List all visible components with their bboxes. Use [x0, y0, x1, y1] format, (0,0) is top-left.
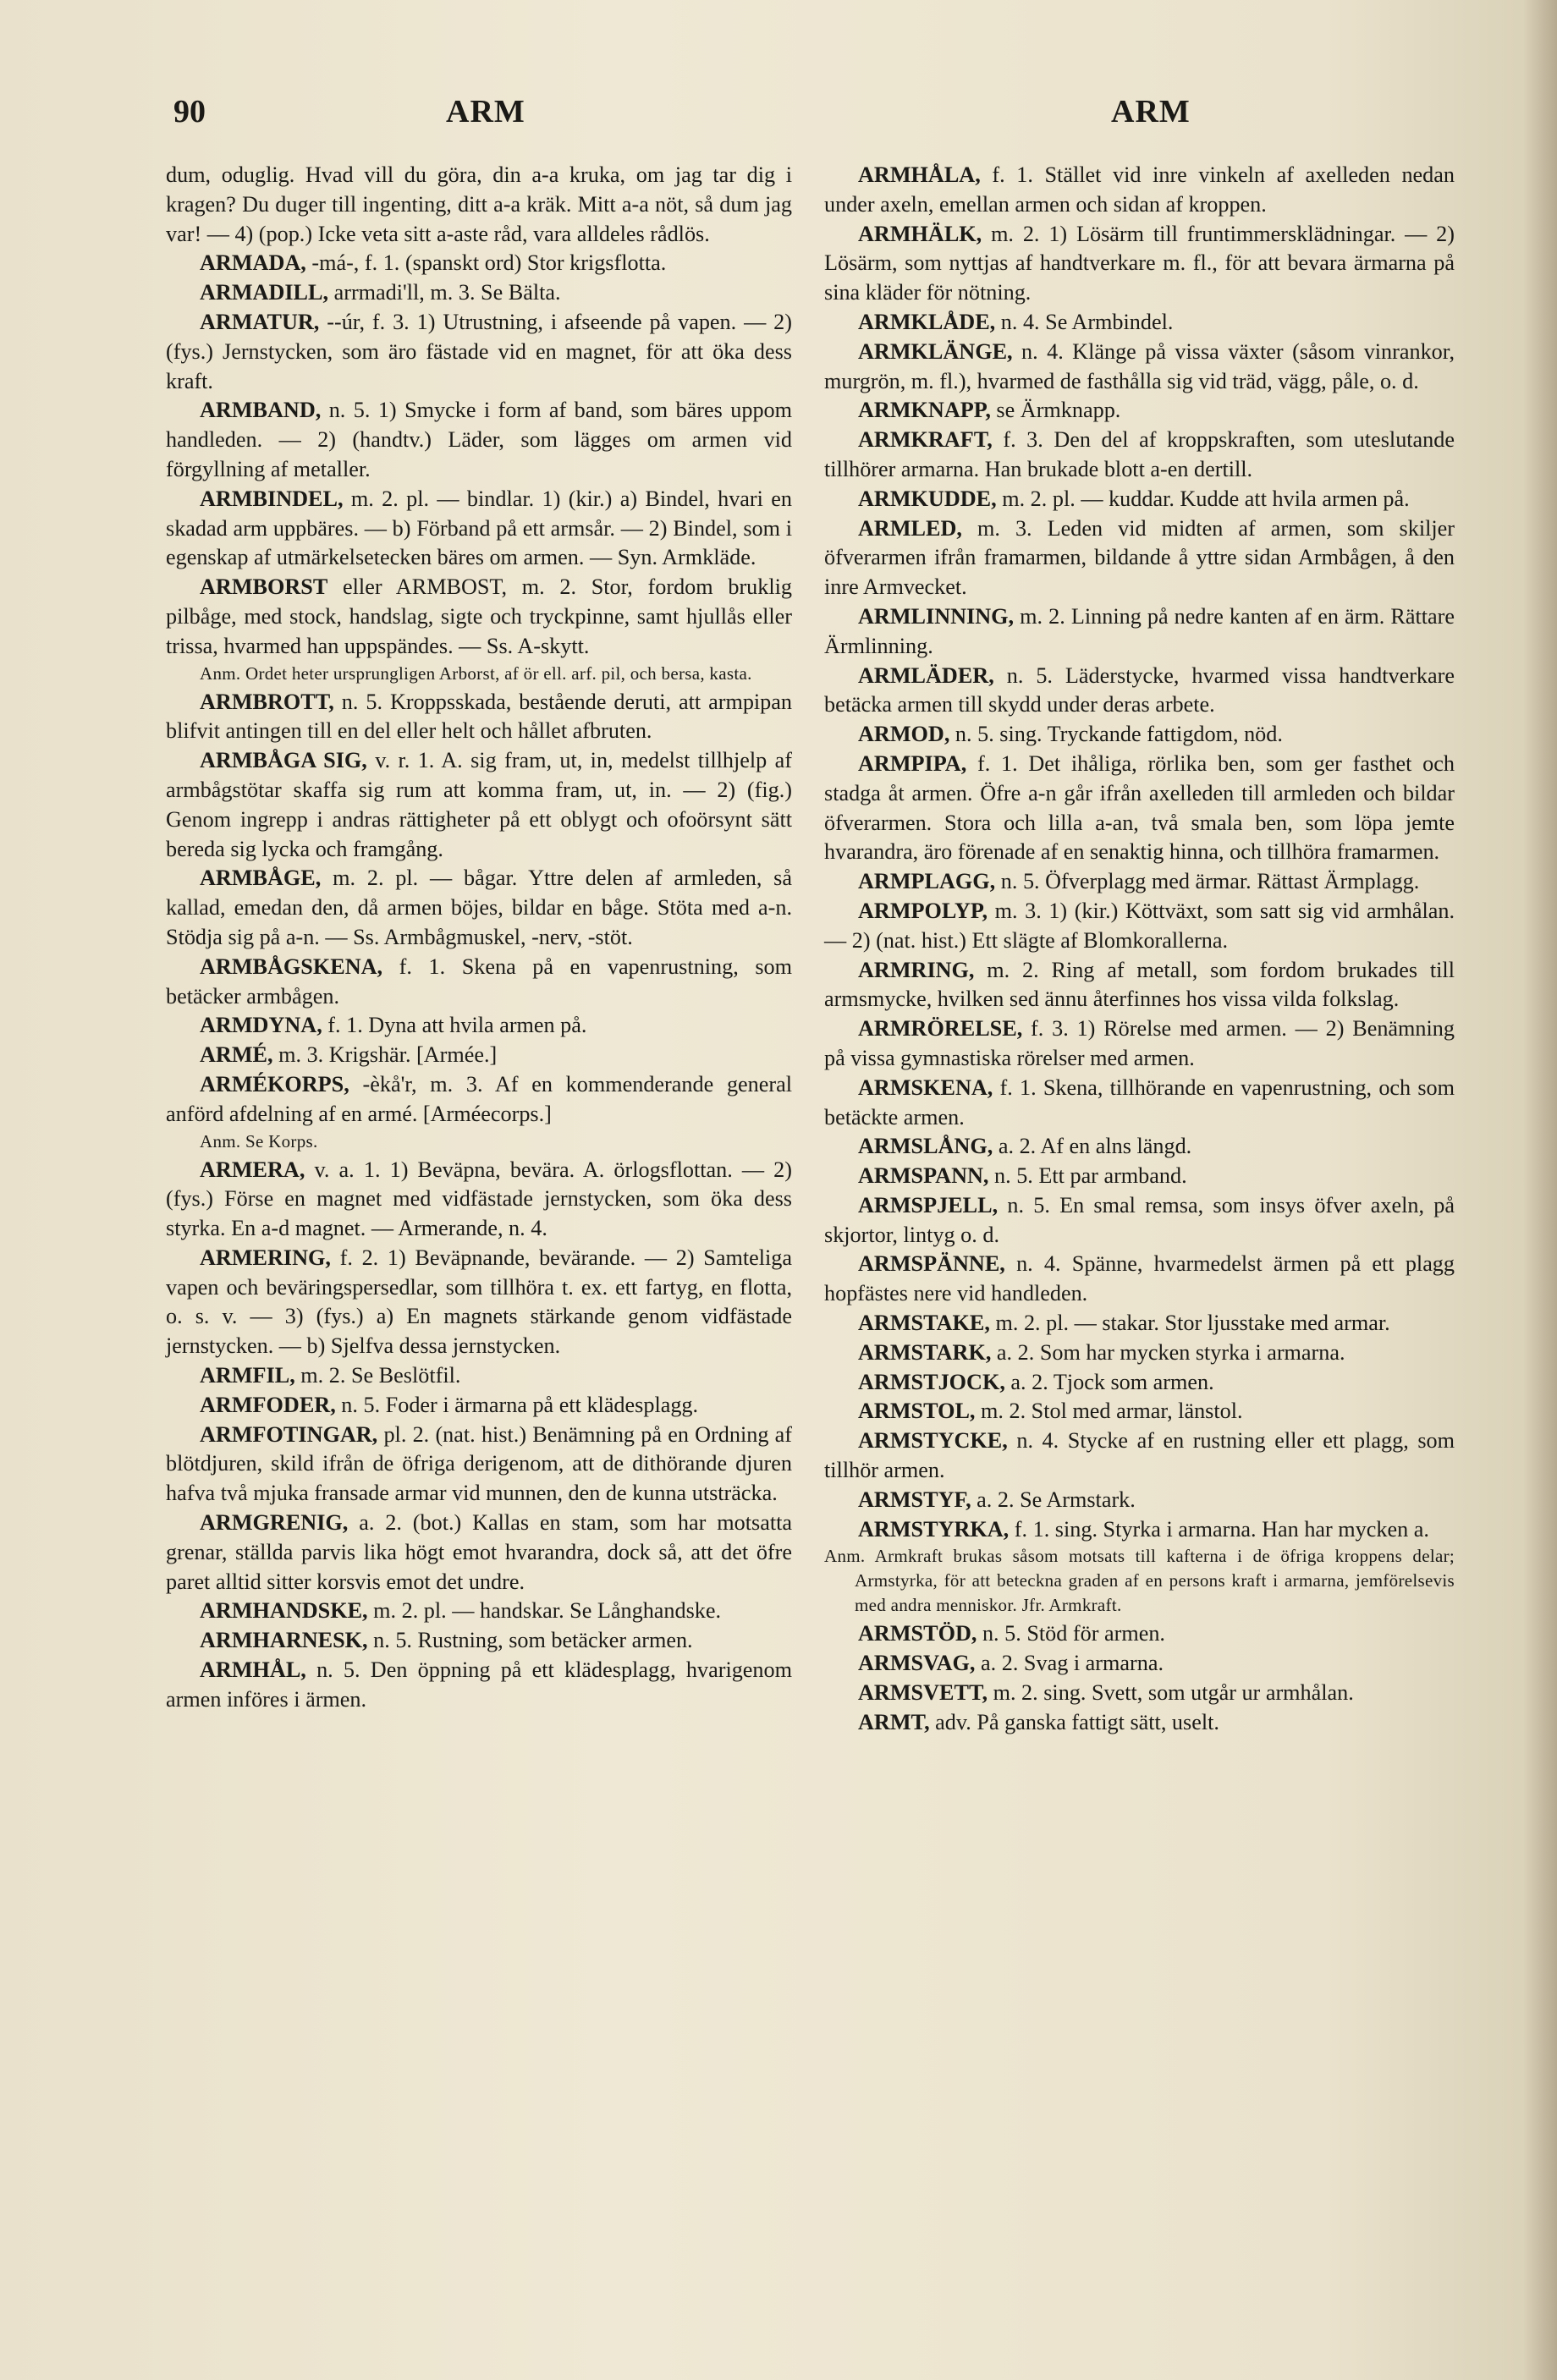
entry-definition: m. 2. pl. — kuddar. Kudde att hvila armen på. [996, 486, 1410, 511]
entry-definition: v. a. 1. 1) Beväpna, bevära. A. örlogsflottan. — 2) (fys.) Förse en magnet med vidfästade jernstycken, som öka dess styrka. En a-d magnet. — Armerande, n. 4. [166, 1157, 792, 1241]
entry-definition: n. 5. Stöd för armen. [977, 1621, 1165, 1646]
entry-headword: ARMSPÄNNE, [858, 1251, 1005, 1277]
entry-headword: ARMKLÄNGE, [858, 338, 1013, 364]
dictionary-entry [824, 1486, 1455, 1515]
entry-definition: n. 5. Den öppning på ett klädesplagg, hvarigenom armen införes i ärmen. [166, 1657, 792, 1712]
dictionary-entry [166, 1070, 792, 1130]
dictionary-entry [824, 1014, 1455, 1074]
dictionary-entry [824, 897, 1455, 956]
entry-headword: ARMSTYRKA, [858, 1516, 1010, 1542]
dictionary-entry [824, 1619, 1455, 1649]
right-running-headword: ARM [1111, 94, 1191, 129]
entry-headword: ARMSPJELL, [858, 1192, 999, 1217]
dictionary-entry [166, 573, 792, 661]
dictionary-entry [166, 1509, 792, 1597]
entry-definition: n. 5. Läderstycke, hvarmed vissa handtverkare betäcka armen till skydd under deras arbete. [824, 662, 1455, 717]
dictionary-entry [166, 864, 792, 952]
dictionary-entry [824, 750, 1455, 867]
entry-definition: f. 2. 1) Beväpnande, bevärande. — 2) Samteliga vapen och beväringspersedlar, som tillhöra t. ex. ett fartyg, en flotta, o. s. v. — 3) (fys.) a) En magnets stärkande genom vidfästade jernstycken. — b) Sjelfva dessa jernstycken. [166, 1245, 792, 1359]
entry-definition: -má-, f. 1. (spanskt ord) Stor krigsflotta. [305, 250, 667, 276]
entry-headword: ARMFOTINGAR, [200, 1421, 378, 1447]
entry-definition: m. 3. Krigshär. [Armée.] [272, 1042, 498, 1068]
entry-headword: ARMKRAFT, [858, 427, 993, 453]
entry-headword: ARMBÅGSKENA, [200, 954, 383, 979]
dictionary-entry [824, 426, 1455, 485]
dictionary-entry [824, 338, 1455, 397]
entry-headword: ARMGRENIG, [200, 1510, 349, 1536]
entry-definition: dum, oduglig. Hvad vill du göra, din a-a kruka, om jag tar dig i kragen? Du duger till ingenting, ditt a-a kräk. Mitt a-a nöt, så dum jag var! — 4) (pop.) Icke veta sitt a-aste råd, vara alldeles rådlös. [166, 162, 792, 246]
entry-definition: f. 1. sing. Styrka i armarna. Han har mycken a. [1009, 1516, 1429, 1542]
dictionary-entry [824, 514, 1455, 602]
dictionary-entry [166, 1041, 792, 1070]
entry-headword: ARMERA, [200, 1157, 305, 1182]
usage-note [824, 1544, 1455, 1618]
entry-definition: m. 2. pl. — bindlar. 1) (kir.) a) Bindel, hvari en skadad arm uppbäres. — b) Förband på ett armsår. — 2) Bindel, som i egenskap af utmärkelsetecken bäres om armen. — Syn. Armkläde. [166, 486, 792, 570]
dictionary-entry [166, 396, 792, 484]
dictionary-entry [824, 956, 1455, 1015]
entry-definition: m. 2. Se Beslötfil. [294, 1363, 461, 1388]
entry-headword: ARMHARNESK, [200, 1628, 368, 1653]
dictionary-entry [824, 720, 1455, 750]
entry-definition: f. 1. Skena, tillhörande en vapenrustning, och som betäckte armen. [824, 1075, 1455, 1130]
dictionary-entry [824, 1074, 1455, 1133]
dictionary-entry [166, 485, 792, 573]
dictionary-entry [824, 1338, 1455, 1368]
entry-definition: n. 4. Klänge på vissa växter (såsom vinrankor, murgrön, m. fl.), hvarmed de fasthålla sig vid träd, vägg, påle, o. d. [824, 338, 1455, 393]
dictionary-entry [166, 1011, 792, 1041]
entry-headword: ARMBORST [200, 574, 328, 600]
dictionary-entry [824, 161, 1455, 220]
entry-headword: ARMADILL, [200, 280, 329, 305]
entry-definition: n. 5. Rustning, som betäcker armen. [367, 1628, 693, 1653]
dictionary-entry [824, 602, 1455, 662]
usage-note-text: Anm. Armkraft brukas såsom motsats till kafterna i de öfriga kroppens delar; Armstyrka, för att beteckna graden af en persons kraft i armarna, jemförelsevis med andra menniskor. Jfr. Armkraft. [824, 1546, 1455, 1616]
entry-definition: f. 1. Skena på en vapenrustning, som betäcker armbågen. [166, 954, 792, 1009]
dictionary-entry [166, 1156, 792, 1244]
entry-definition: n. 5. Kroppsskada, bestående deruti, att armpipan blifvit antingen till en del eller helt och hållet afbruten. [166, 689, 792, 744]
entry-headword: ARMÉKORPS, [200, 1071, 349, 1097]
dictionary-entry [166, 1421, 792, 1509]
entry-definition: m. 2. sing. Svett, som utgår ur armhålan. [988, 1680, 1354, 1706]
dictionary-entry [824, 1132, 1455, 1162]
entry-headword: ARMBAND, [200, 398, 322, 423]
entry-headword: ARMDYNA, [200, 1013, 322, 1038]
usage-note [166, 662, 792, 686]
entry-headword: ARMERING, [200, 1245, 331, 1270]
right-column [824, 161, 1455, 1738]
entry-headword: ARMHÅL, [200, 1657, 306, 1683]
page-number: 90 [173, 94, 206, 129]
entry-definition: m. 2. Stol med armar, länstol. [975, 1399, 1243, 1424]
entry-definition: m. 3. 1) (kir.) Köttväxt, som satt sig vid armhålan. — 2) (nat. hist.) Ett slägte af Blomkorallerna. [824, 898, 1455, 953]
entry-headword: ARMSLÅNG, [858, 1134, 993, 1159]
entry-headword: ARMBÅGE, [200, 866, 322, 891]
entry-definition: n. 5. Ett par armband. [988, 1163, 1187, 1189]
entry-definition: a. 2. Se Armstark. [971, 1487, 1136, 1512]
dictionary-entry [824, 1397, 1455, 1426]
entry-headword: ARMBÅGA SIG, [200, 748, 367, 773]
entry-headword: ARMADA, [200, 250, 306, 276]
entry-definition: f. 1. Stället vid inre vinkeln af axelleden nedan under axeln, emellan armen och sidan af kroppen. [824, 162, 1455, 217]
dictionary-entry [824, 1250, 1455, 1309]
entry-definition: n. 5. Öfverplagg med ärmar. Rättast Ärmplagg. [995, 869, 1420, 894]
entry-headword: ARMÉ, [200, 1042, 273, 1068]
entry-definition: arrmadi'll, m. 3. Se Bälta. [328, 280, 561, 305]
dictionary-entry [824, 1649, 1455, 1679]
usage-note-text: Anm. Se Korps. [200, 1130, 318, 1152]
page-header [173, 93, 1350, 135]
entry-headword: ARMSKENA, [858, 1075, 993, 1100]
entry-definition: -èkå'r, m. 3. Af en kommenderande general anförd afdelning af en armé. [Arméecorps.] [166, 1071, 792, 1126]
entry-headword: ARMLED, [858, 515, 962, 541]
entry-definition: eller ARMBOST, m. 2. Stor, fordom bruklig pilbåge, med stock, handslag, sigte och tryckpinne, samt hjullås eller trissa, hvarmed han uppspändes. — Ss. A-skytt. [166, 574, 792, 658]
left-column [166, 161, 792, 1715]
dictionary-entry [824, 308, 1455, 338]
dictionary-entry [166, 1656, 792, 1715]
entry-headword: ARMLINNING, [858, 603, 1015, 629]
entry-headword: ARMHÅLA, [858, 162, 981, 187]
entry-definition: pl. 2. (nat. hist.) Benämning på en Ordning af blötdjuren, skild ifrån de öfriga derigenom, att de dithörande djuren hafva två mjuka fransade armar vid munnen, den de kunna utsträcka. [166, 1421, 792, 1506]
entry-headword: ARMSTYCKE, [858, 1428, 1008, 1454]
dictionary-entry [166, 746, 792, 864]
entry-headword: ARMLÄDER, [858, 662, 994, 688]
dictionary-entry [166, 249, 792, 278]
entry-headword: ARMFIL, [200, 1363, 295, 1388]
entry-headword: ARMSTYF, [858, 1487, 971, 1512]
dictionary-entry [824, 1368, 1455, 1398]
entry-headword: ARMBINDEL, [200, 486, 344, 511]
entry-headword: ARMFODER, [200, 1392, 336, 1417]
entry-definition: n. 5. En smal remsa, som insys öfver axeln, på skjortor, lintyg o. d. [824, 1192, 1455, 1247]
dictionary-entry [824, 485, 1455, 514]
entry-headword: ARMSVETT, [858, 1680, 988, 1706]
dictionary-entry [824, 1162, 1455, 1191]
entry-headword: ARMHÄLK, [858, 221, 982, 246]
entry-definition: n. 4. Se Armbindel. [995, 309, 1174, 334]
entry-headword: ARMATUR, [200, 309, 320, 334]
left-running-headword: ARM [446, 94, 525, 129]
dictionary-entry [824, 396, 1455, 426]
entry-definition: f. 3. 1) Rörelse med armen. — 2) Benämning på vissa gymnastiska rörelser med armen. [824, 1016, 1455, 1070]
entry-headword: ARMPOLYP, [858, 898, 988, 923]
entry-definition: n. 5. Foder i ärmarna på ett klädesplagg. [335, 1392, 699, 1417]
entry-definition: m. 2. 1) Lösärm till fruntimmersklädningar. — 2) Lösärm, som nyttjas af handtverkare m. fl., för att bevara ärmarna på sina kläder för nötning. [824, 221, 1455, 305]
dictionary-entry [166, 1244, 792, 1361]
entry-headword: ARMKNAPP, [858, 398, 991, 423]
dictionary-entry [824, 662, 1455, 721]
entry-definition: a. 2. Svag i armarna. [975, 1651, 1164, 1676]
usage-note-text: Anm. Ordet heter ursprungligen Arborst, af ör ell. arf. pil, och bersa, kasta. [200, 662, 752, 684]
entry-continuation [166, 161, 792, 249]
entry-headword: ARMOD, [858, 722, 950, 747]
entry-definition: a. 2. Tjock som armen. [1004, 1369, 1214, 1394]
entry-headword: ARMSTOL, [858, 1399, 976, 1424]
dictionary-entry [824, 1679, 1455, 1708]
entry-definition: m. 2. pl. — stakar. Stor ljusstake med armar. [989, 1311, 1390, 1336]
entry-definition: a. 2. Som har mycken styrka i armarna. [991, 1339, 1345, 1365]
entry-definition: n. 4. Spänne, hvarmedelst ärmen på ett plagg hopfästes nere vid handleden. [824, 1251, 1455, 1306]
entry-headword: ARMPLAGG, [858, 869, 996, 894]
dictionary-entry [824, 1708, 1455, 1738]
entry-definition: v. r. 1. A. sig fram, ut, in, medelst tillhjelp af armbågstötar skaffa sig rum att komma fram, ut, in. — 2) (fig.) Genom ingrepp i andras rättigheter på ett oblygt och ofoörsynt sätt bereda sig lycka och framgång. [166, 748, 792, 861]
dictionary-entry [824, 1191, 1455, 1250]
entry-headword: ARMSVAG, [858, 1651, 976, 1676]
dictionary-entry [166, 953, 792, 1012]
dictionary-entry [824, 1309, 1455, 1338]
dictionary-entry [166, 1597, 792, 1626]
entry-definition: n. 4. Stycke af en rustning eller ett plagg, som tillhör armen. [824, 1428, 1455, 1483]
dictionary-entry [824, 1515, 1455, 1545]
entry-headword: ARMKUDDE, [858, 486, 997, 511]
entry-definition: f. 1. Det ihåliga, rörlika ben, som ger fasthet och stadga åt armen. Öfre a-n går ifrån axelleden till armleden och bildar öfverarmen. Stora och lilla a-an, två smala ben, som löpa jemte hvarandra, äro förenade af en senaktig hinna, och tillhöra framarmen. [824, 750, 1455, 865]
dictionary-entry [166, 1361, 792, 1391]
entry-definition: m. 3. Leden vid midten af armen, som skiljer öfverarmen ifrån framarmen, bildande å yttre sidan Armbågen, å den inre Armvecket. [824, 515, 1455, 600]
entry-headword: ARMT, [858, 1709, 930, 1734]
entry-definition: m. 2. pl. — handskar. Se Långhandske. [367, 1598, 722, 1624]
dictionary-entry [824, 1426, 1455, 1486]
entry-headword: ARMRÖRELSE, [858, 1016, 1023, 1042]
entry-definition: a. 2. (bot.) Kallas en stam, som har motsatta grenar, ställda parvis lika högt emot hvarandra, dock så, att det öfre paret alltid sitter korsvis emot det undre. [166, 1510, 792, 1594]
entry-definition: adv. På ganska fattigt sätt, uselt. [929, 1709, 1219, 1734]
dictionary-entry [166, 688, 792, 747]
dictionary-entry [166, 278, 792, 308]
entry-headword: ARMBROTT, [200, 689, 334, 714]
entry-definition: --úr, f. 3. 1) Utrustning, i afseende på vapen. — 2) (fys.) Jernstycken, som äro fästade vid en magnet, för att öka dess kraft. [166, 309, 792, 393]
dictionary-entry [824, 220, 1455, 308]
entry-headword: ARMSTJOCK, [858, 1369, 1005, 1394]
entry-headword: ARMSTARK, [858, 1339, 992, 1365]
entry-definition: m. 2. pl. — bågar. Yttre delen af armleden, så kallad, emedan den, då armen böjes, bildar en båge. Stöta med a-n. Stödja sig på a-n. — Ss. Armbågmuskel, -nerv, -stöt. [166, 866, 792, 949]
usage-note [166, 1130, 792, 1154]
dictionary-entry [166, 1626, 792, 1656]
entry-definition: m. 2. Ring af metall, som fordom brukades till armsmycke, hvilken sed ännu återfinnes hos vissa vilda folkslag. [824, 957, 1455, 1012]
entry-definition: n. 5. 1) Smycke i form af band, som bäres uppom handleden. — 2) (handtv.) Läder, som lägges om armen vid förgyllning af metaller. [166, 398, 792, 481]
entry-definition: m. 2. Linning på nedre kanten af en ärm. Rättare Ärmlinning. [824, 603, 1455, 658]
entry-definition: se Ärmknapp. [990, 398, 1121, 423]
dictionary-entry [166, 1391, 792, 1421]
page-edge-shadow [1523, 0, 1557, 2380]
entry-definition: f. 1. Dyna att hvila armen på. [322, 1013, 587, 1038]
entry-headword: ARMSPANN, [858, 1163, 989, 1189]
entry-headword: ARMPIPA, [858, 750, 967, 776]
entry-definition: f. 3. Den del af kroppskraften, som uteslutande tillhörer armarna. Han brukade blott a-en dertill. [824, 427, 1455, 481]
entry-headword: ARMSTAKE, [858, 1311, 990, 1336]
entry-definition: n. 5. sing. Tryckande fattigdom, nöd. [949, 722, 1283, 747]
entry-definition: a. 2. Af en alns längd. [993, 1134, 1192, 1159]
entry-headword: ARMHANDSKE, [200, 1598, 368, 1624]
dictionary-entry [166, 308, 792, 396]
entry-headword: ARMKLÅDE, [858, 309, 996, 334]
dictionary-entry [824, 867, 1455, 897]
entry-headword: ARMSTÖD, [858, 1621, 977, 1646]
entry-headword: ARMRING, [858, 957, 975, 982]
